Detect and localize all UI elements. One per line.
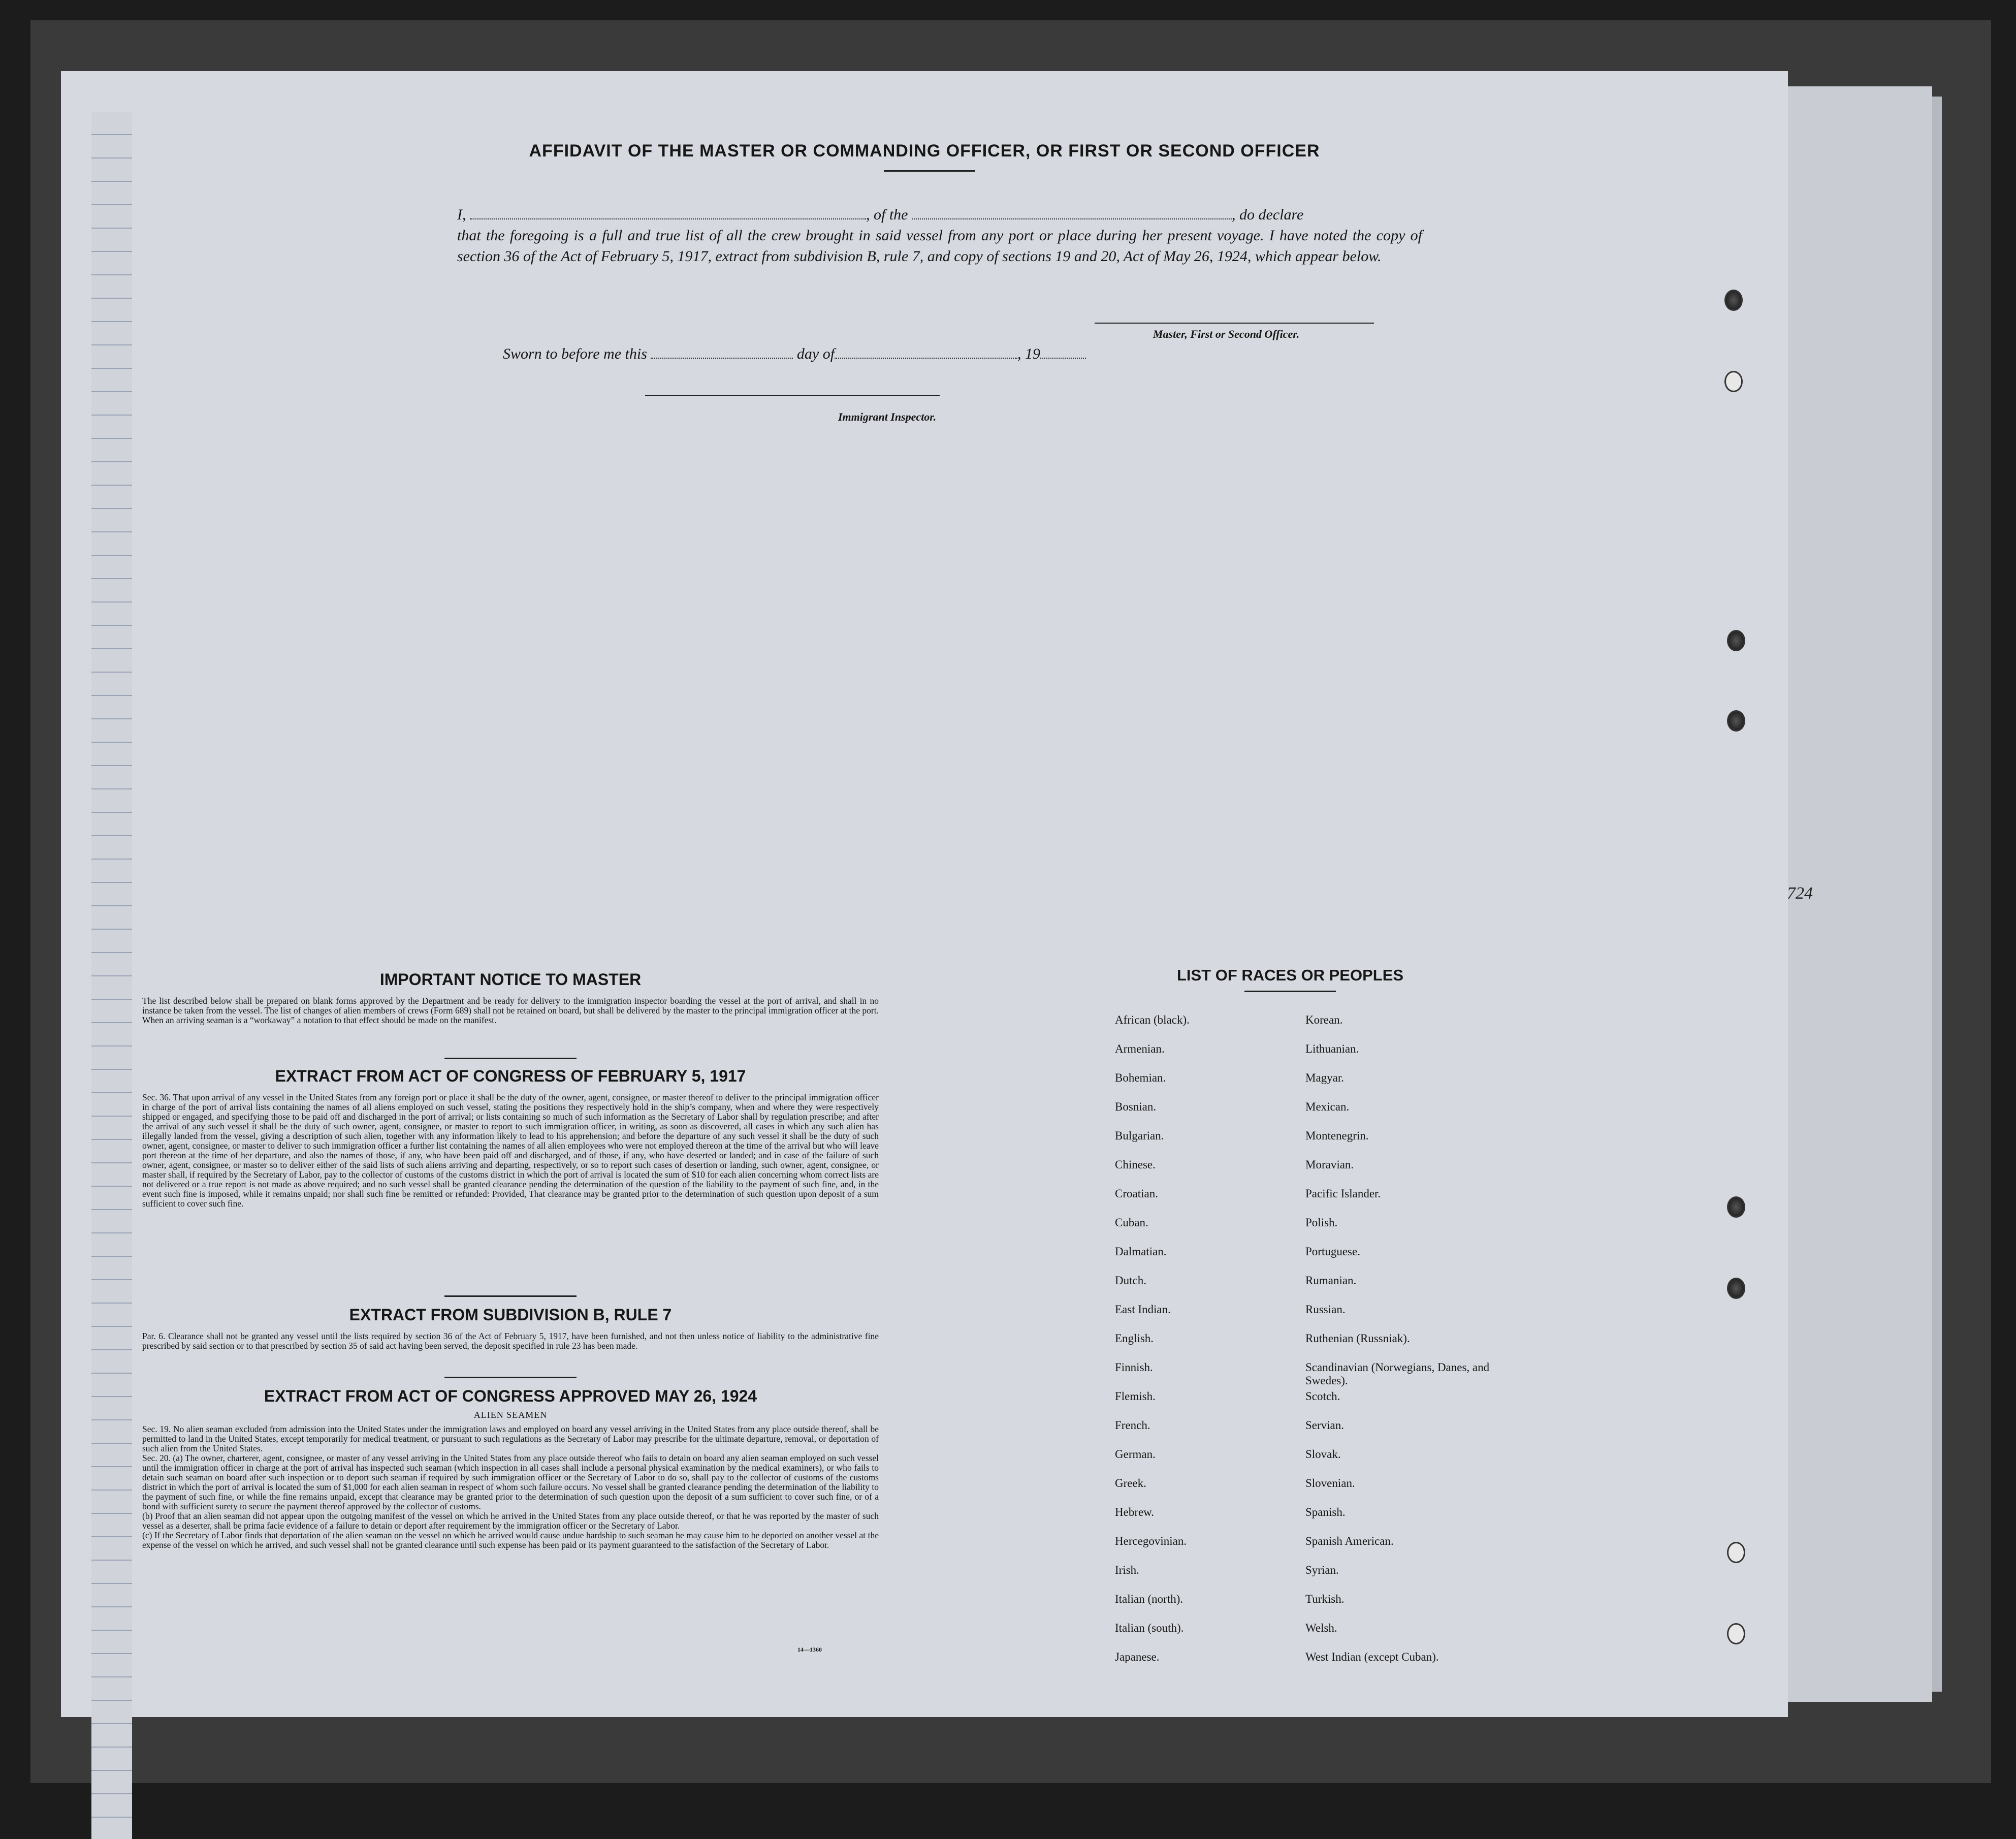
master-signature-caption: Master, First or Second Officer. [1153,328,1300,340]
race-entry: Montenegrin. [1305,1129,1369,1142]
race-entry: Irish. [1115,1564,1139,1576]
race-entry: Flemish. [1115,1390,1156,1403]
race-entry: Russian. [1305,1303,1346,1316]
margin-handwritten-number: 724 [1787,884,1813,903]
race-entry: Pacific Islander. [1305,1187,1381,1200]
extract-rule7-title: EXTRACT FROM SUBDIVISION B, RULE 7 [349,1306,672,1324]
race-entry: English. [1115,1332,1154,1345]
binder-hole [1724,371,1743,392]
race-entry: Italian (north). [1115,1593,1183,1605]
race-entry: Japanese. [1115,1651,1160,1663]
sec20c-text: (c) If the Secretary of Labor finds that deportation of the alien seaman on the vessel on which he arrived would cause undue hardship to such seaman he may cause him to be deported on another vessel at the expense of the vessel on which he arrived, and such vessel shall not be granted clearance until such expense has been paid or its payment guaranteed to the satisfaction of the Secretary of Labor. [142,1530,879,1550]
race-entry: Scandinavian (Norwegians, Danes, and Swedes). [1305,1361,1490,1387]
race-entry: Servian. [1305,1419,1345,1432]
sworn-year: , 19 [1017,345,1041,362]
race-entry: Croatian. [1115,1187,1158,1200]
name-blank[interactable] [470,207,866,219]
race-entry: Slovak. [1305,1448,1341,1461]
notice-section [142,970,879,1025]
extract-1917-text: Sec. 36. That upon arrival of any vessel in the United States from any foreign port or place it shall be the duty of the owner, agent, consignee, or master thereof to deliver to the principal immigration officer in charge of the port of arrival lists containing the names of all aliens employed on such vessel, stating the positions they respectively hold in the ship’s company, when and where they were respectively shipped or engaged, and specifying those to be paid off and discharged in the port of arrival; or lists containing so much of such information as the Secretary of Labor shall by regulation prescribe; and after the arrival of any such vessel it shall be the duty of such owner, agent, consignee, or master to report to such immigration officer, in writing, as soon as discovered, all cases in which any such alien has illegally landed from the vessel, giving a description of such alien, together with any information likely to lead to his apprehension; and before the departure of any such vessel it shall be the duty of such owner, agent, consignee, or master to deliver to such immigration officer a further list containing the names of all alien employees who were not employed thereon at the time of the arrival but who will leave port thereon at the time of her departure, and also the names of those, if any, who have been paid off and discharged, and of those, if any, who have deserted or landed; and in case of the failure of such owner, agent, consignee, or master so to deliver either of the said lists of such aliens arriving and departing, respectively, or so to report such cases of desertion or landing, such owner, agent, consignee, or master shall, if required by the Secretary of Labor, pay to the collector of customs of the customs district in which the port of arrival is located the sum of $10 for each alien concerning whom correct lists are not delivered or a true report is not made as above required; and no such vessel shall be granted clearance pending the determination of the question of the liability to the payment of such fine, and, in the event such fine is imposed, while it remains unpaid; nor shall such fine be remitted or refunded: Provided, That clearance may be granted prior to the determination of such question upon deposit of a sum sufficient to cover such fine. [142,1092,879,1209]
race-entry: East Indian. [1115,1303,1171,1316]
declaration-of-the: , of the [866,206,908,223]
master-signature-line[interactable] [1095,323,1374,324]
race-entry: Chinese. [1115,1158,1156,1171]
race-entry: Slovenian. [1305,1477,1355,1489]
manifest-page [61,71,1788,1717]
race-entry: Hebrew. [1115,1506,1155,1518]
section-divider [444,1295,577,1297]
vessel-blank[interactable] [912,207,1232,219]
race-entry: Finnish. [1115,1361,1153,1374]
binder-hole [1727,710,1745,732]
race-entry: Magyar. [1305,1071,1345,1084]
extract-rule7-section [142,1306,879,1351]
affidavit-text [457,204,1422,267]
ruled-margin [91,112,132,1839]
sworn-year-blank[interactable] [1040,346,1086,359]
alien-seamen-subtitle: ALIEN SEAMEN [473,1410,548,1420]
binder-hole [1727,1542,1745,1563]
race-entry: Mexican. [1305,1100,1350,1113]
declaration-i: I, [457,206,466,223]
extract-1924-title: EXTRACT FROM ACT OF CONGRESS APPROVED MAY 26, 1924 [264,1387,757,1405]
extract-rule7-text: Par. 6. Clearance shall not be granted any vessel until the lists required by section 36 of the Act of February 5, 1917, have been furnished, and not then unless notice of liability to the administrative fine prescribed by said section or to that prescribed by section 35 of said act having been served, the deposit specified in rule 23 has been made. [142,1331,879,1351]
races-right-column [1305,1013,1519,1679]
declaration-line [457,204,1422,225]
declaration-end: , do declare [1232,206,1304,223]
extract-1917-title: EXTRACT FROM ACT OF CONGRESS OF FEBRUARY 5, 1917 [275,1067,746,1085]
extract-1924-section [142,1387,879,1550]
race-entry: Armenian. [1115,1042,1165,1055]
race-entry: Korean. [1305,1013,1343,1026]
race-entry: Scotch. [1305,1390,1340,1403]
inspector-signature-line[interactable] [645,395,940,396]
races-title: LIST OF RACES OR PEOPLES [1176,966,1404,984]
sworn-day-of: day of [796,345,835,362]
sec20b-text: (b) Proof that an alien seaman did not appear upon the outgoing manifest of the vessel on which he arrived in the United States from any place outside thereof, or that he was reported by the master of such vessel as a deserter, shall be prima facie evidence of a failure to detain or deport after requirement by the immigration officer or the Secretary of Labor. [142,1511,879,1531]
race-entry: Bulgarian. [1115,1129,1164,1142]
race-entry: Italian (south). [1115,1622,1184,1634]
race-entry: French. [1115,1419,1150,1432]
race-entry: Spanish American. [1305,1535,1394,1547]
race-entry: Spanish. [1305,1506,1346,1518]
inspector-caption: Immigrant Inspector. [838,410,937,423]
race-entry: Cuban. [1115,1216,1148,1229]
affidavit-body: that the foregoing is a full and true list of all the crew brought in said vessel from any port or place during her present voyage. I have noted the copy of section 36 of the Act of February 5, 1917, extract from subdivision B, rule 7, and copy of sections 19 and 20, Act of May 26, 1924, which appear below. [457,227,1422,265]
binder-hole [1727,1278,1745,1299]
notice-title: IMPORTANT NOTICE TO MASTER [379,970,642,989]
race-entry: Moravian. [1305,1158,1354,1171]
binder-hole [1727,630,1745,651]
extract-1917-section [142,1067,879,1209]
race-entry: Greek. [1115,1477,1146,1489]
race-entry: Hercegovinian. [1115,1535,1187,1547]
race-entry: Turkish. [1305,1593,1345,1605]
race-entry: Syrian. [1305,1564,1339,1576]
race-entry: Bohemian. [1115,1071,1166,1084]
races-left-column [1115,1013,1190,1679]
race-entry: Lithuanian. [1305,1042,1359,1055]
race-entry: West Indian (except Cuban). [1305,1651,1439,1663]
binder-hole [1727,1623,1745,1644]
race-entry: African (black). [1115,1013,1190,1026]
section-divider [444,1058,577,1059]
section-divider [444,1377,577,1378]
race-entry: Ruthenian (Russniak). [1305,1332,1410,1345]
sec20a-text: Sec. 20. (a) The owner, charterer, agent, consignee, or master of any vessel arriving in the United States from any place outside thereof who fails to detain on board any alien seaman employed on such vessel until the immigration officer in charge at the port of arrival has inspected such seaman (which inspection in all cases shall include a personal physical examination by the medical examiners), or who fails to detain such seaman on board after such inspection or to deport such seaman if required by such immigration officer or the Secretary of Labor to do so, shall pay to the collector of customs of the customs district in which the port of arrival is located the sum of $1,000 for each alien seaman in respect of whom such failure occurs. No vessel shall be granted clearance pending the determination of the liability to the payment of such fine, or while the fine remains unpaid, except that clearance may be granted prior to the determination of such question upon the deposit of a sum sufficient to cover such fine, or of a bond with sufficient surety to secure the payment thereof approved by the collector of customs. [142,1453,879,1511]
notice-text: The list described below shall be prepared on blank forms approved by the Department and be ready for delivery to the immigration inspector boarding the vessel at the port of arrival, and shall in no instance be taken from the vessel. The list of changes of alien members of crews (Form 689) shall not be retained on board, but shall be delivered by the master to the principal immigration officer at the port. When an arriving seaman is a “workaway” a notation to that effect should be made on the manifest. [142,996,879,1025]
race-entry: Portuguese. [1305,1245,1360,1258]
race-entry: Polish. [1305,1216,1338,1229]
race-entry: Welsh. [1305,1622,1337,1634]
sworn-day-blank[interactable] [651,346,793,359]
race-entry: Dalmatian. [1115,1245,1167,1258]
races-divider [1244,991,1336,992]
sworn-label: Sworn to before me this [503,345,647,362]
binder-hole [1724,290,1743,311]
affidavit-title: AFFIDAVIT OF THE MASTER OR COMMANDING OFFICER, OR FIRST OR SECOND OFFICER [529,141,1320,161]
form-number: 14—1360 [797,1646,822,1653]
title-divider [884,170,975,172]
sec19-text: Sec. 19. No alien seaman excluded from admission into the United States under the immigration laws and employed on board any vessel arriving in the United States from any place outside thereof, shall be permitted to land in the United States, except temporarily for medical treatment, or pursuant to such regulations as the Secretary of Labor may prescribe for the ultimate departure, removal, or deportation of such alien from the United States. [142,1424,879,1453]
sworn-month-blank[interactable] [835,346,1017,359]
race-entry: German. [1115,1448,1156,1461]
race-entry: Rumanian. [1305,1274,1357,1287]
sworn-line [503,345,1086,363]
race-entry: Bosnian. [1115,1100,1157,1113]
binder-hole [1727,1196,1745,1218]
race-entry: Dutch. [1115,1274,1146,1287]
